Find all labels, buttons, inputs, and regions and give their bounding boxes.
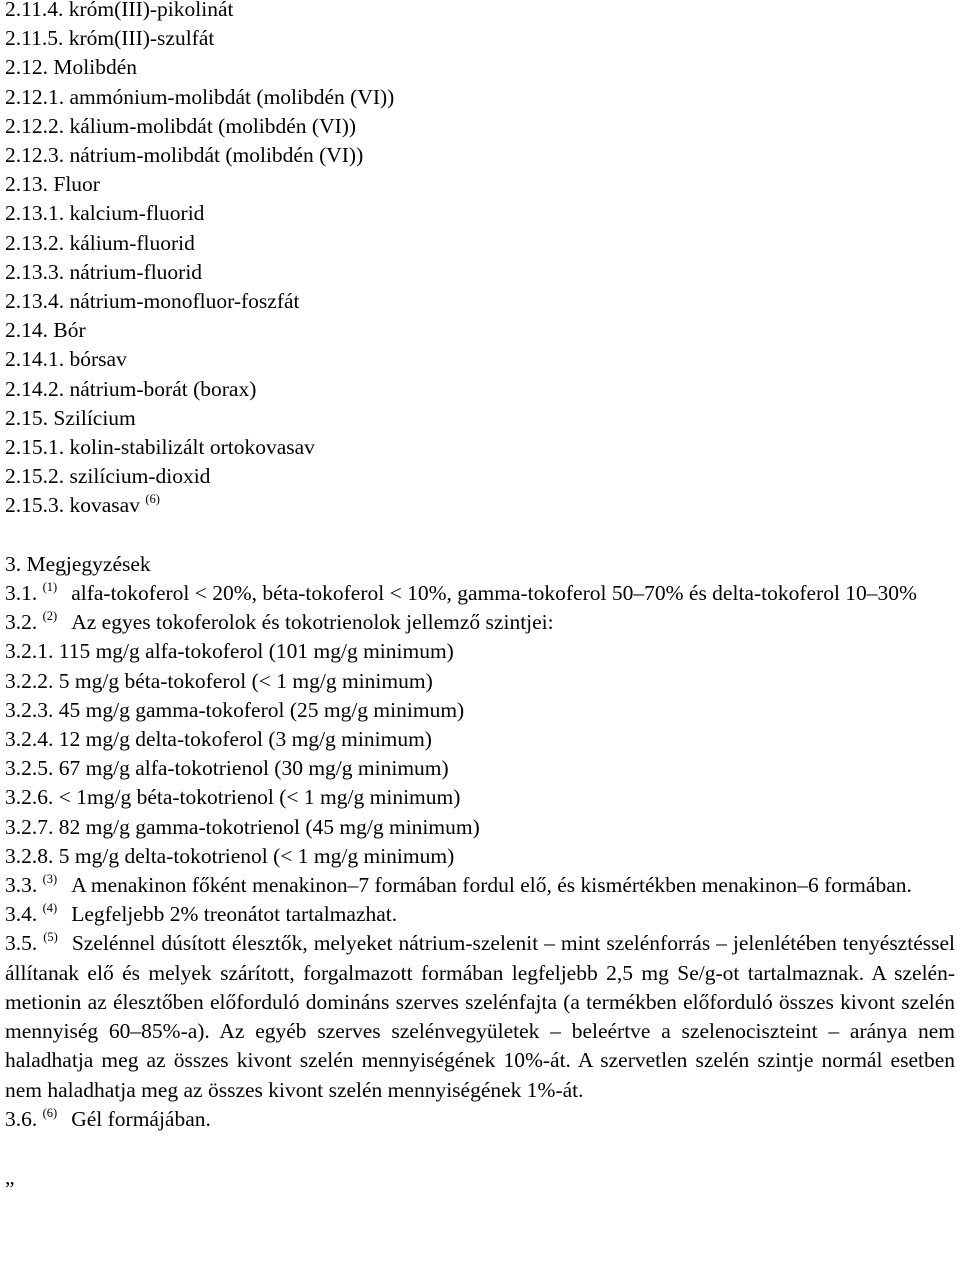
blank-line	[5, 1134, 955, 1163]
note-text: A menakinon főként menakinon–7 formában fordul elő, és kismértékben menakinon–6 formában.	[71, 873, 912, 898]
list-item: 3.2.2. 5 mg/g béta-tokoferol (< 1 mg/g minimum)	[5, 668, 433, 693]
footnote-marker: (6)	[42, 1105, 58, 1120]
note-4: 3.4. $^{(4)}$ Legfeljebb 2% treonátot tartalmazhat.	[5, 901, 398, 927]
list-item: 2.12.1. ammónium-molibdát (molibdén (VI))	[5, 84, 395, 109]
tocopherol-levels-list	[5, 637, 955, 871]
document-page	[5, 0, 955, 1192]
notes-heading: 3. Megjegyzések	[5, 551, 151, 576]
note-text: Szelénnel dúsított élesztők, melyeket nátrium-szelenit – mint szelénforrás – jelenlétében tenyésztéssel állítanak elő és melyek szárított, forgalmazott formában legfeljebb 2,5 mg Se/g-ot tartalmaznak. A szelén-metionin az élesztőben előforduló domináns szerves szelénfajta (a termékben előforduló összes kivont szelén mennyiség 60–85%-a). Az egyéb szerves szelénvegyületek – beleértve a szelenociszteint – aránya nem haladhatja meg az összes kivont szelén mennyiségének 10%-át. A szervetlen szelén szintje normál esetben nem haladhatja meg az összes kivont szelén mennyiségének 1%-át.	[5, 931, 955, 1102]
list-item: 2.15.1. kolin-stabilizált ortokovasav	[5, 435, 315, 460]
footnote-marker: (2)	[42, 609, 58, 624]
list-item: 2.15.2. szilícium-dioxid	[5, 464, 211, 489]
note-2: 3.2. $^{(2)}$ Az egyes tokoferolok és tokotrienolok jellemző szintjei:	[5, 609, 554, 635]
list-item: 2.15. Szilícium	[5, 405, 136, 430]
list-item: 2.12. Molibdén	[5, 55, 137, 80]
list-item: 2.13.2. kálium-fluorid	[5, 230, 195, 255]
list-item: 2.12.2. kálium-molibdát (molibdén (VI))	[5, 113, 357, 138]
note-text: Legfeljebb 2% treonátot tartalmazhat.	[71, 902, 398, 927]
note-text: Az egyes tokoferolok és tokotrienolok jellemző szintjei:	[71, 610, 554, 635]
list-item: 3.2.8. 5 mg/g delta-tokotrienol (< 1 mg/g minimum)	[5, 843, 455, 868]
note-6: 3.6. $^{(6)}$ Gél formájában.	[5, 1105, 211, 1131]
list-item: 3.2.3. 45 mg/g gamma-tokoferol (25 mg/g minimum)	[5, 697, 465, 722]
list-item: 3.2.1. 115 mg/g alfa-tokoferol (101 mg/g minimum)	[5, 639, 454, 664]
list-item: 2.11.4. króm(III)-pikolinát	[5, 0, 234, 21]
footnote-marker: (3)	[42, 872, 58, 887]
list-item: 2.11.5. króm(III)-szulfát	[5, 26, 215, 51]
list-item: 2.13.1. kalcium-fluorid	[5, 201, 205, 226]
list-item: 2.12.3. nátrium-molibdát (molibdén (VI))	[5, 143, 364, 168]
list-item: 3.2.7. 82 mg/g gamma-tokotrienol (45 mg/g minimum)	[5, 814, 480, 839]
note-1: 3.1. $^{(1)}$ alfa-tokoferol < 20%, béta-tokoferol < 10%, gamma-tokoferol 50–70% és delta-tokoferol 10–30%	[5, 580, 917, 606]
list-item: 2.15.3. kovasav $^{(6)}$	[5, 492, 160, 518]
note-text: alfa-tokoferol < 20%, béta-tokoferol < 10%, gamma-tokoferol 50–70% és delta-tokoferol 10–30%	[71, 581, 917, 606]
list-item: 2.14.2. nátrium-borát (borax)	[5, 376, 257, 401]
list-item: 3.2.4. 12 mg/g delta-tokoferol (3 mg/g minimum)	[5, 727, 432, 752]
list-item: 2.13.4. nátrium-monofluor-foszfát	[5, 289, 300, 314]
footnote-ref: (6)	[145, 492, 160, 507]
list-item: 2.14.1. bórsav	[5, 347, 127, 372]
note-3: 3.3. $^{(3)}$ A menakinon főként menakinon–7 formában fordul elő, és kismértékben menakinon–6 formában.	[5, 872, 912, 898]
closing-quote-mark: „	[5, 1165, 15, 1190]
blank-line	[5, 521, 955, 550]
ingredient-list	[5, 0, 955, 491]
note-5: 3.5. $^{(5)}$ Szelénnel dúsított élesztők, melyeket nátrium-szelenit – mint szelénforrás – jelenlétében tenyésztéssel állítanak elő és melyek szárított, forgalmazott formában legfeljebb 2,5 mg Se/g-ot tartalmaznak. A szelén-metionin az élesztőben előforduló domináns szerves szelénfajta (a termékben előforduló összes kivont szelén mennyiség 60–85%-a). Az egyéb szerves szelénvegyületek – beleértve a szelenociszteint – aránya nem haladhatja meg az összes kivont szelén mennyiségének 10%-át. A szervetlen szelén szintje normál esetben nem haladhatja meg az összes kivont szelén mennyiségének 1%-át.	[5, 930, 955, 1102]
list-item: 3.2.5. 67 mg/g alfa-tokotrienol (30 mg/g minimum)	[5, 756, 449, 781]
list-item: 3.2.6. < 1mg/g béta-tokotrienol (< 1 mg/g minimum)	[5, 785, 461, 810]
note-text: Gél formájában.	[71, 1106, 211, 1131]
list-item: 2.14. Bór	[5, 318, 86, 343]
list-item: 2.13.3. nátrium-fluorid	[5, 259, 203, 284]
footnote-marker: (4)	[42, 901, 58, 916]
footnote-marker: (1)	[42, 580, 58, 595]
footnote-marker: (5)	[43, 930, 58, 945]
list-item: 2.13. Fluor	[5, 172, 100, 197]
